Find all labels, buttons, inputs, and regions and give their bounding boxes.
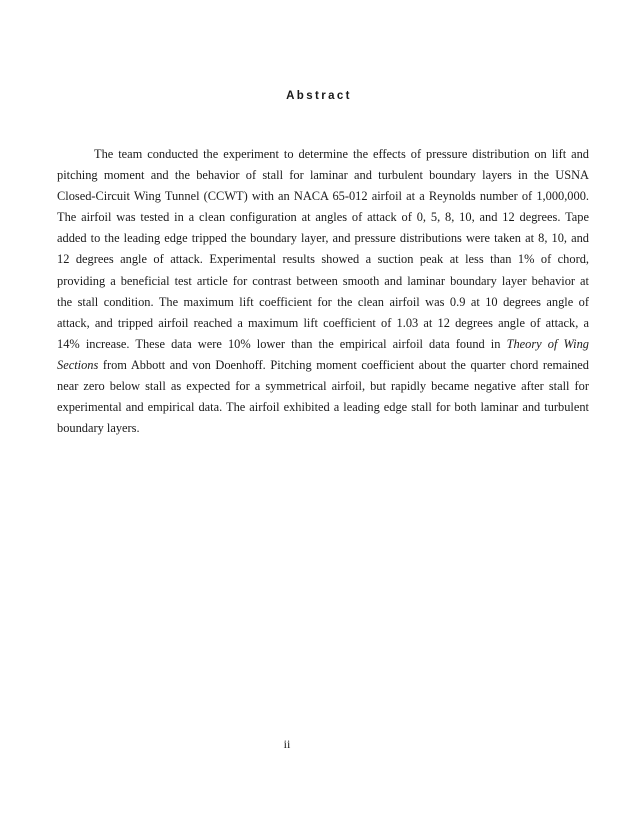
- line-text: The team conducted the experiment to determine the effects of pressure distribution on lift and: [94, 147, 589, 161]
- abstract-line: [57, 313, 589, 334]
- line-text: 12 degrees angle of attack. Experimental results showed a suction peak at less than 1% of chord,: [57, 252, 589, 267]
- line-text: attack, and tripped airfoil reached a maximum lift coefficient of 1.03 at 12 degrees angle of attack, a: [57, 315, 589, 330]
- abstract-line: [57, 418, 589, 439]
- line-text: the stall condition. The maximum lift coefficient for the clean airfoil was 0.9 at 10 degrees angle of: [57, 294, 589, 309]
- abstract-line: [57, 334, 589, 355]
- line-text: experimental and empirical data. The airfoil exhibited a leading edge stall for both laminar and turbulent: [57, 400, 589, 415]
- abstract-line: [57, 186, 589, 207]
- abstract-body: [57, 144, 589, 439]
- abstract-line: [57, 355, 589, 376]
- line-text: near zero below stall as expected for a symmetrical airfoil, but rapidly became negative after stall for: [57, 379, 589, 394]
- line-text: added to the leading edge tripped the boundary layer, and pressure distributions were taken at 8, 10, and: [57, 231, 589, 246]
- page-number: ii: [283, 737, 291, 751]
- abstract-heading: Abstract: [286, 90, 352, 102]
- abstract-line: [57, 376, 589, 397]
- abstract-line: [57, 165, 589, 186]
- line-text: 14% increase. These data were 10% lower than the empirical airfoil data found in: [57, 336, 507, 351]
- abstract-line: [57, 144, 589, 165]
- line-text: pitching moment and the behavior of stall for laminar and turbulent boundary layers in the USNA: [57, 168, 589, 183]
- line-text: from Abbott and von Doenhoff. Pitching moment coefficient about the quarter chord remained: [98, 357, 589, 372]
- line-text: boundary layers.: [57, 421, 140, 436]
- abstract-line: [57, 292, 589, 313]
- abstract-line: [57, 397, 589, 418]
- abstract-line: [57, 249, 589, 270]
- line-text: providing a beneficial test article for contrast between smooth and laminar boundary layer behavior at: [57, 273, 589, 288]
- abstract-line: [57, 228, 589, 249]
- abstract-line: [57, 271, 589, 292]
- book-title-part-1: Theory of Wing: [506, 336, 589, 351]
- line-text: The airfoil was tested in a clean configuration at angles of attack of 0, 5, 8, 10, and 12 degrees. Tape: [57, 210, 589, 225]
- abstract-line: [57, 207, 589, 228]
- book-title-part-2: Sections: [57, 357, 99, 372]
- line-text: Closed-Circuit Wing Tunnel (CCWT) with an NACA 65-012 airfoil at a Reynolds number of 1,000,000.: [57, 189, 589, 204]
